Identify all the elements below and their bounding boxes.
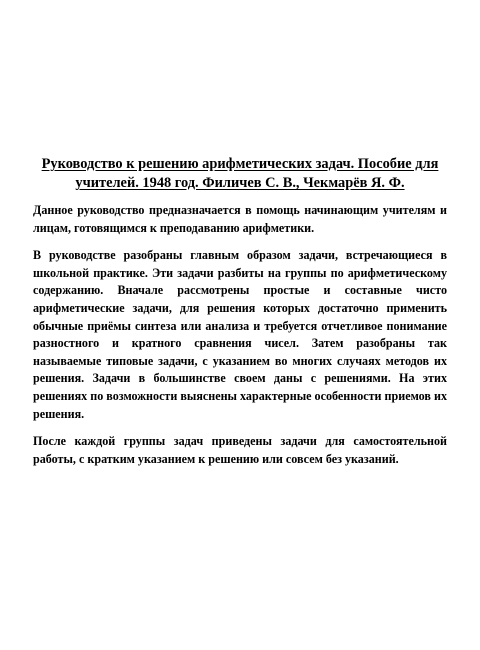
paragraph-exercises: После каждой группы задач приведены задачи для самостоятельной работы, с кратким указанием к решению или совсем без указаний. <box>33 434 447 466</box>
document-page <box>33 155 447 478</box>
paragraph-purpose: Данное руководство предназначается в помощь начинающим учителям и лицам, готовящимся к преподаванию арифметики. <box>33 203 447 235</box>
document-title: Руководство к решению арифметических задач. Пособие для учителей. 1948 год. Филичев С. В., Чекмарёв Я. Ф. <box>41 156 439 191</box>
paragraph-contents: В руководстве разобраны главным образом задачи, встречающиеся в школьной практике. Эти задачи разбиты на группы по арифметическому содержанию. Вначале рассмотрены простые и составные чисто арифметические задачи, для решения которых достаточно применить обычные приёмы синтеза или анализа и требуется отчетливое понимание разностного и кратного сравнения чисел. Затем разобраны так называемые типовые задачи, с указанием во многих случаях методов их решения. Задачи в большинстве своем даны с решениями. На этих решениях по возможности выяснены характерные особенности приемов их решения. <box>33 248 447 421</box>
